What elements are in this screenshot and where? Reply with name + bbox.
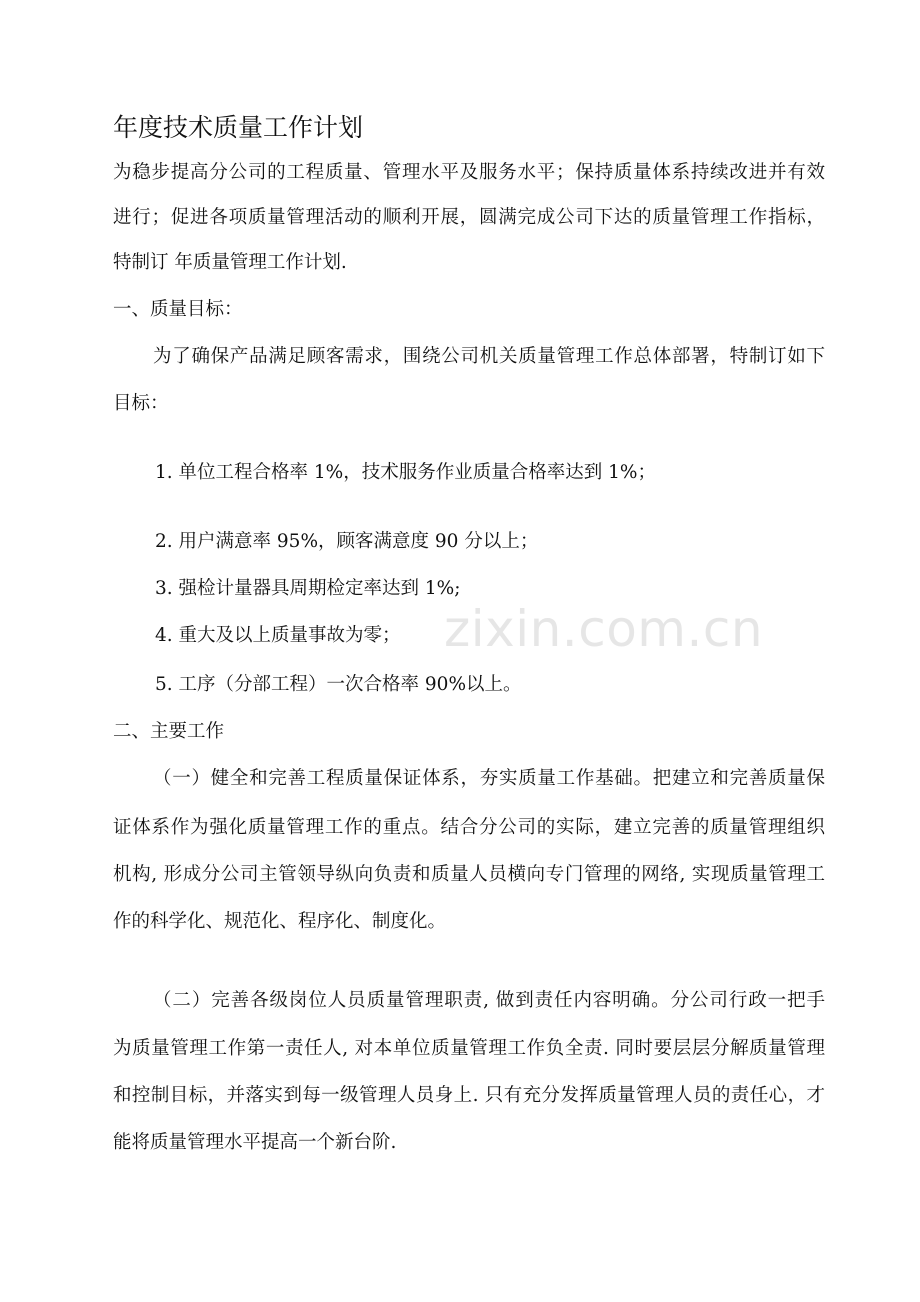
section-2-p2-line-2: 为质量管理工作第一责任人, 对本单位质量管理工作负全责. 同时要层层分解质量管理 [113,1038,825,1059]
section-2-p2-line-4: 能将质量管理水平提高一个新台阶. [113,1132,397,1153]
watermark-text: zixin.com.cn [444,600,764,658]
section-2-p1-line-4: 作的科学化、规范化、程序化、制度化。 [113,911,447,932]
goal-item-3: 3. 强检计量器具周期检定率达到 1%; [155,578,461,599]
intro-line-1: 为稳步提高分公司的工程质量、管理水平及服务水平；保持质量体系持续改进并有效 [113,162,825,183]
section-1-heading: 一、质量目标： [113,299,243,320]
section-2-p1-line-3: 机构, 形成分公司主管领导纵向负责和质量人员横向专门管理的网络, 实现质量管理工 [113,864,825,885]
intro-line-2: 进行；促进各项质量管理活动的顺利开展，圆满完成公司下达的质量管理工作指标， [113,207,825,228]
section-2-heading: 二、主要工作 [113,721,225,742]
intro-line-3: 特制订 年质量管理工作计划. [113,252,347,273]
goal-item-1: 1. 单位工程合格率 1%，技术服务作业质量合格率达到 1%； [155,462,656,483]
section-1-para-line-1: 为了确保产品满足顾客需求，围绕公司机关质量管理工作总体部署，特制订如下 [153,346,825,367]
section-2-p2-line-3: 和控制目标，并落实到每一级管理人员身上. 只有充分发挥质量管理人员的责任心，才 [113,1085,825,1106]
section-2-p1-line-2: 证体系作为强化质量管理工作的重点。结合分公司的实际，建立完善的质量管理组织 [113,817,825,838]
section-2-p1-line-1: （一）健全和完善工程质量保证体系，夯实质量工作基础。把建立和完善质量保 [153,768,825,789]
section-2-p2-line-1: （二）完善各级岗位人员质量管理职责, 做到责任内容明确。分公司行政一把手 [153,990,825,1011]
goal-item-5: 5. 工序（分部工程）一次合格率 90%以上。 [155,674,522,695]
goal-item-4: 4. 重大及以上质量事故为零； [155,625,401,646]
goal-item-2: 2. 用户满意率 95%，顾客满意度 90 分以上； [155,531,539,552]
section-1-para-line-2: 目标： [113,393,169,414]
document-title: 年度技术质量工作计划 [113,113,364,142]
